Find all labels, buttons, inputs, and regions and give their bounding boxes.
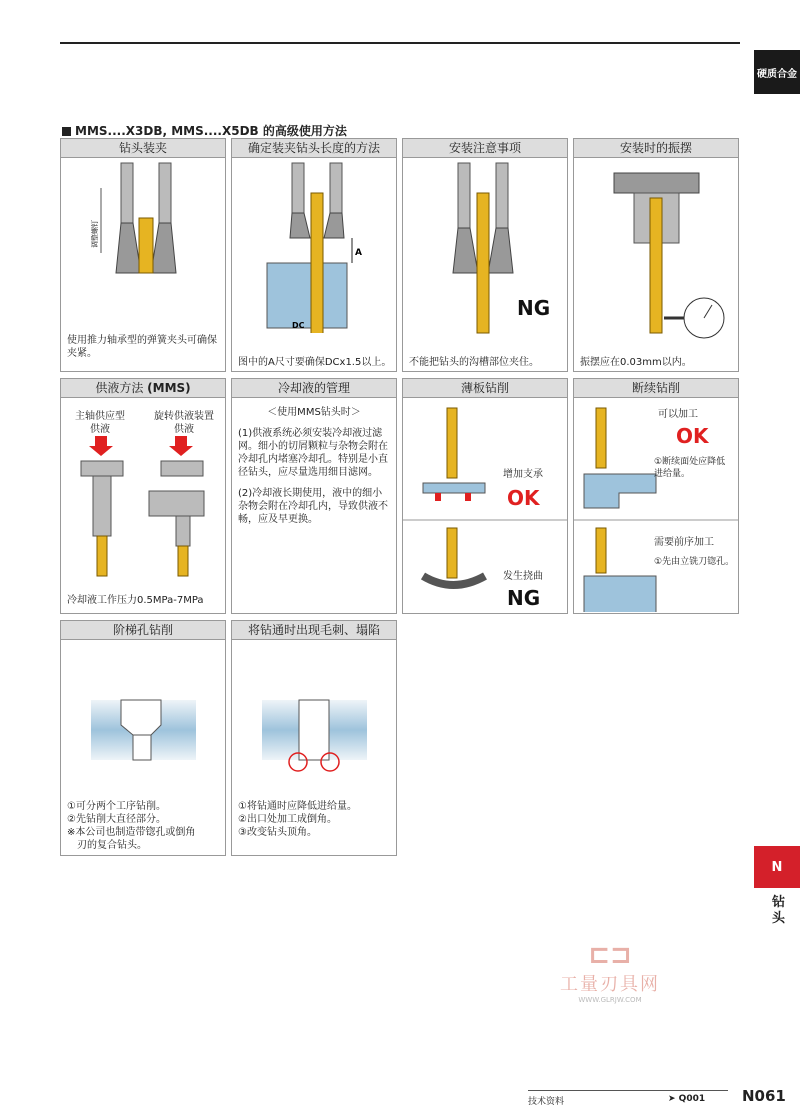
card-coolant-mgmt [231,378,397,614]
coolant-paragraph-2: (2)冷却液长期使用，液中的细小杂物会附在冷却孔内，导致供液不畅，应及早更换。 [238,488,388,525]
footer-section: 技术资料 [528,1097,565,1107]
card-notes [402,138,568,372]
ng-label: NG [517,296,551,320]
card-title: 冷却液的管理 [232,379,396,398]
footer [528,1090,728,1107]
pre-process-label: 需要前序加工 [654,537,714,548]
dimension-a-label: A [355,248,362,258]
burr-notes: ①将钻通时应降低进给量。 ②出口处加工成倒角。 ③改变钻头顶角。 [238,801,357,838]
card-title: 供液方法 (MMS) [61,379,225,398]
stepped-diagram [61,640,225,790]
card-interrupted [573,378,739,614]
burr-diagram [232,640,396,790]
card-runout [573,138,739,372]
card-title: 确定装夹钻头长度的方法 [232,139,396,158]
card-caption: 图中的A尺寸要确保DCx1.5以上。 [238,357,392,368]
card-title: 将钻通时出现毛刺、塌陷 [232,621,396,640]
coolant-subtitle: ＜使用MMS钻头时＞ [267,407,361,418]
stepped-notes: ①可分两个工序钻削。 ②先钻削大直径部分。 ※本公司也制造带锪孔或倒角 刃的复合钻头。 [67,801,196,851]
drill-category-label: 钻头 [772,895,786,926]
interrupted-diagram [574,398,738,612]
coolant-method-diagram [61,436,225,586]
coolant-paragraph-1: (1)供液系统必须安装冷却液过滤网。细小的切屑颗粒与杂物会附在冷却孔内堵塞冷却孔。特别是小直径钻头，应尽量选用细目滤网。 [238,428,388,478]
chuck-diagram [61,158,225,308]
card-title: 安装时的振摆 [574,139,738,158]
bullet-square-icon [62,127,71,136]
footer-ref-link[interactable]: ➤ Q001 [668,1094,706,1104]
adjust-screw-label: 调整螺钉 [91,220,99,248]
note-2: ①先由立铣刀锪孔。 [654,557,735,567]
dimension-dc-label: DC [292,321,305,330]
card-title: 阶梯孔钻削 [61,621,225,640]
length-diagram [232,158,396,333]
watermark: ⊏⊐ 工量刃具网 WWW.GLRJW.COM [540,940,680,1004]
ok-label: OK [676,424,709,448]
ok-label: OK [507,486,540,510]
deflection-label: 发生挠曲 [503,571,543,582]
card-caption: 冷却液工作压力0.5MPa-7MPa [67,595,204,606]
watermark-logo-icon: ⊏⊐ [588,940,632,970]
card-chuck [60,138,226,372]
card-stepped [60,620,226,856]
coolant-label: 供液 [174,424,194,435]
ok-condition-label: 可以加工 [658,409,698,420]
card-length [231,138,397,372]
card-caption: 振摆应在0.03mm以内。 [580,357,692,368]
ng-label: NG [507,586,541,610]
card-thin-plate [402,378,568,614]
page-number: N061 [742,1087,786,1105]
card-burr [231,620,397,856]
rotary-supply-label: 旋转供液装置 [154,411,214,422]
category-tab[interactable]: 硬质合金 [754,50,800,94]
coolant-label: 供液 [90,424,110,435]
note-1: ①断续面处应降低进给量。 [654,457,726,479]
support-label: 增加支承 [503,469,543,480]
card-title: 钻头装夹 [61,139,225,158]
card-caption: 使用推力轴承型的弹簧夹头可确保夹紧。 [67,335,217,359]
card-title: 断续钻削 [574,379,738,398]
section-n-tab[interactable]: N [754,846,800,888]
card-caption: 不能把钻头的沟槽部位夹住。 [409,357,539,368]
card-title: 安装注意事项 [403,139,567,158]
card-coolant-method [60,378,226,614]
top-rule [60,42,740,44]
card-title: 薄板钻削 [403,379,567,398]
spindle-supply-label: 主轴供应型 [75,411,125,422]
section-title: MMS....X3DB, MMS....X5DB 的高级使用方法 [62,122,347,139]
runout-diagram [574,158,738,343]
